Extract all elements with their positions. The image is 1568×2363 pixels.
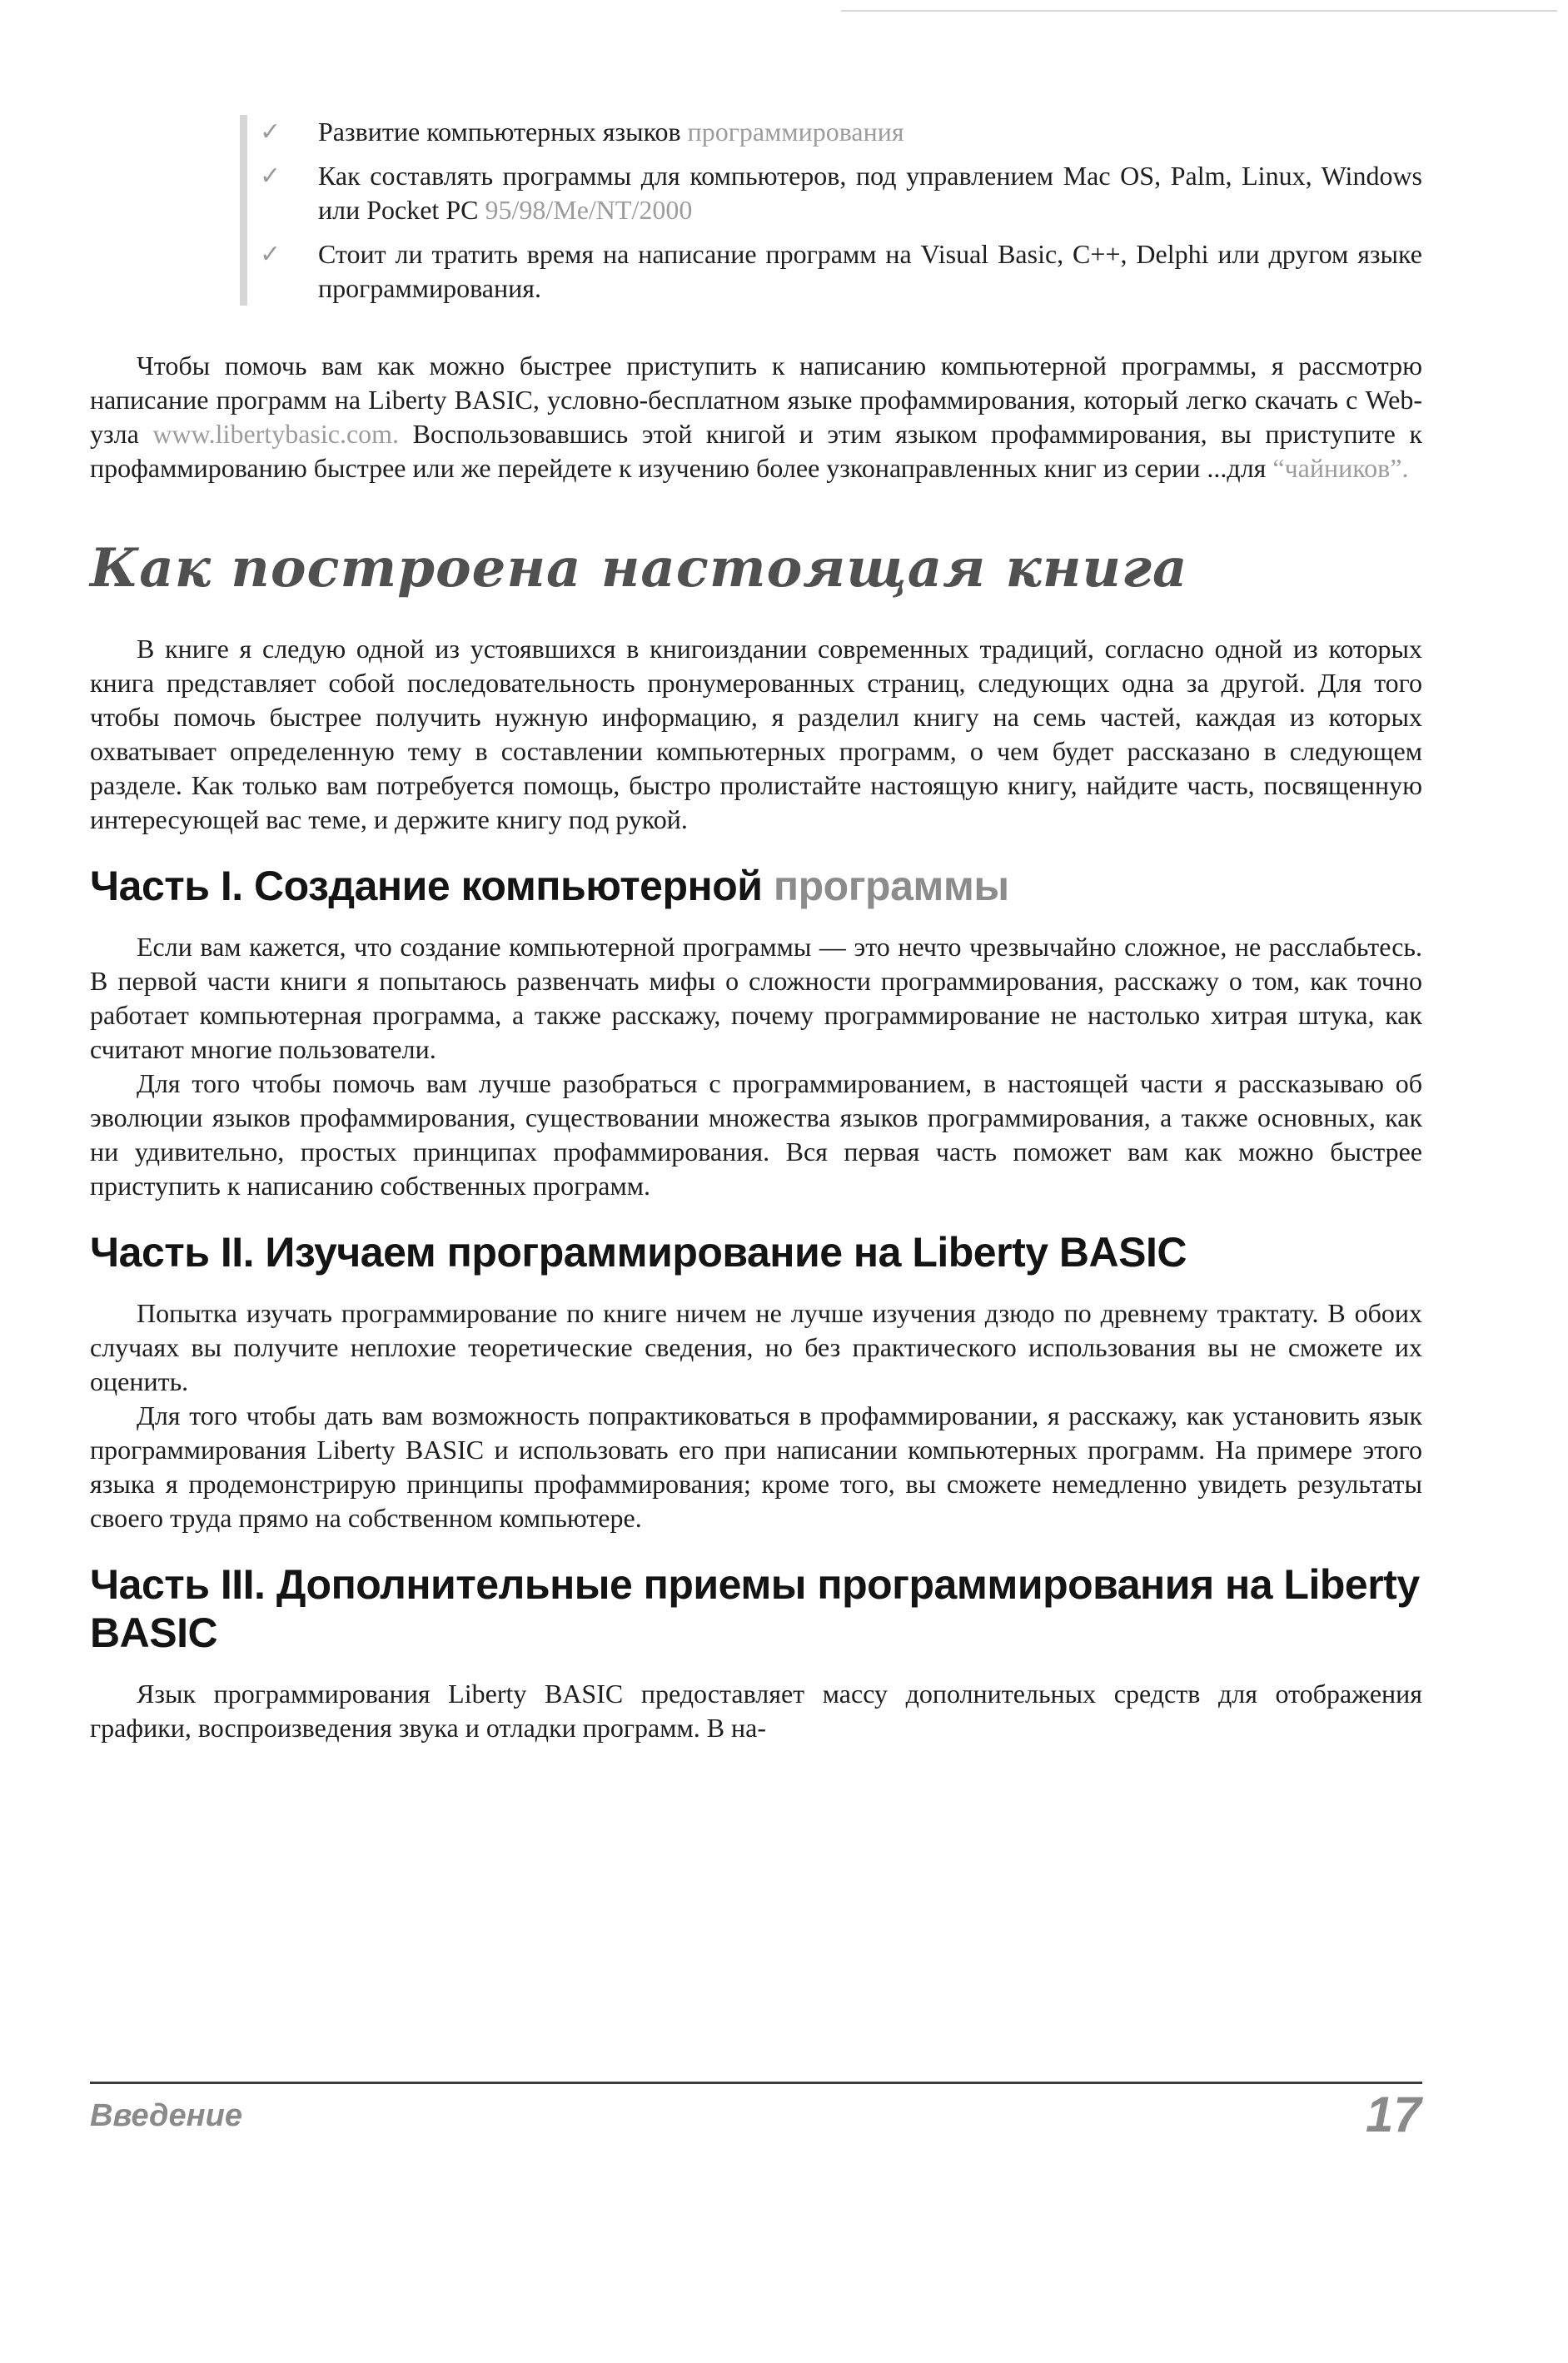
part-1-heading: Часть I. Создание компьютерной программы bbox=[90, 863, 1009, 909]
checkmark-icon: ✓ bbox=[260, 162, 281, 190]
part-1-paragraph-2: Для того чтобы помочь вам лучше разобраться с программированием, в настоящей части я рассказываю об эволюции языков профаммирования, существовании множества языков программирования, а также основных, как ни удивительно, простых принципах профаммирования. Вся первая часть поможет вам как можно быстрее приступить к написанию собственных программ. bbox=[90, 1068, 1422, 1201]
page-number: 17 bbox=[1366, 2087, 1421, 2142]
checkmark-icon: ✓ bbox=[260, 241, 281, 268]
list-item: ✓ Стоит ли тратить время на написание программ на Visual Basic, C++, Delphi или другом языке программирования. bbox=[260, 239, 1422, 303]
list-item: ✓ Как составлять программы для компьютеров, под управлением Mac OS, Palm, Linux, Windows или Pocket PC 95/98/Me/NT/2000 bbox=[260, 161, 1422, 225]
top-rule bbox=[841, 10, 1557, 12]
part-3-paragraph-1: Язык программирования Liberty BASIC предоставляет массу дополнительных средств для отображения графики, воспроизведения звука и отладки программ. В на- bbox=[90, 1679, 1422, 1743]
bullet-list bbox=[240, 115, 1422, 306]
part-3-heading: Часть III. Дополнительные приемы программирования на Liberty BASIC bbox=[90, 1561, 1420, 1656]
footer-chapter-title: Введение bbox=[90, 2098, 242, 2133]
part-2-paragraph-1: Попытка изучать программирование по книге ничем не лучше изучения дзюдо по древнему трактату. В обоих случаях вы получите неплохие теоретические сведения, но без практического использования вы не сможете их оценить. bbox=[90, 1298, 1422, 1396]
intro-paragraph: Чтобы помочь вам как можно быстрее приступить к написанию компьютерной программы, я рассмотрю написание программ на Liberty BASIC, условно-бесплатном языке профаммирования, который легко скачать с Web-узла www.libertybasic.com. Воспользовавшись этой книгой и этим языком профаммирования, вы приступите к профаммированию быстрее или же перейдете к изучению более узконаправленных книг из серии ...для “чайников”. bbox=[90, 351, 1423, 483]
list-item: ✓ Развитие компьютерных языков программирования bbox=[318, 115, 1422, 149]
part-2-paragraph-2: Для того чтобы дать вам возможность попрактиковаться в профаммировании, я расскажу, как установить язык программирования Liberty BASIC и использовать его при написании компьютерных программ. На примере этого языка я продемонстрирую принципы профаммирования; кроме того, вы сможете немедленно увидеть результаты своего труда прямо на собственном компьютере. bbox=[90, 1400, 1422, 1533]
part-1-paragraph-1: Если вам кажется, что создание компьютерной программы — это нечто чрезвычайно сложное, не расслабьтесь. В первой части книги я попытаюсь развенчать мифы о сложности программирования, расскажу о том, как точно работает компьютерная программа, а также расскажу, почему программирование не настолько хитрая штука, как считают многие пользователи. bbox=[90, 932, 1422, 1064]
checkmark-icon: ✓ bbox=[260, 118, 281, 146]
section-intro: В книге я следую одной из устоявшихся в книгоиздании современных традиций, согласно одной из которых книга представляет собой последовательность пронумерованных страниц, следующих одна за другой. Для того чтобы помочь быстрее получить нужную информацию, я разделил книгу на семь частей, каждая из которых охватывает определенную тему в составлении компьютерных программ, о чем будет рассказано в следующем разделе. Как только вам потребуется помощь, быстро пролистайте настоящую книгу, найдите часть, посвященную интересующей вас теме, и держите книгу под рукой. bbox=[90, 634, 1422, 834]
series-name: “чайников”. bbox=[1272, 453, 1409, 483]
book-page bbox=[90, 115, 1422, 1745]
part-2-heading: Часть II. Изучаем программирование на Liberty BASIC bbox=[90, 1229, 1187, 1276]
website-url: www.libertybasic.com. bbox=[152, 419, 400, 449]
footer-rule bbox=[90, 2082, 1422, 2084]
section-title: Как построена настоящая книга bbox=[90, 537, 1188, 599]
